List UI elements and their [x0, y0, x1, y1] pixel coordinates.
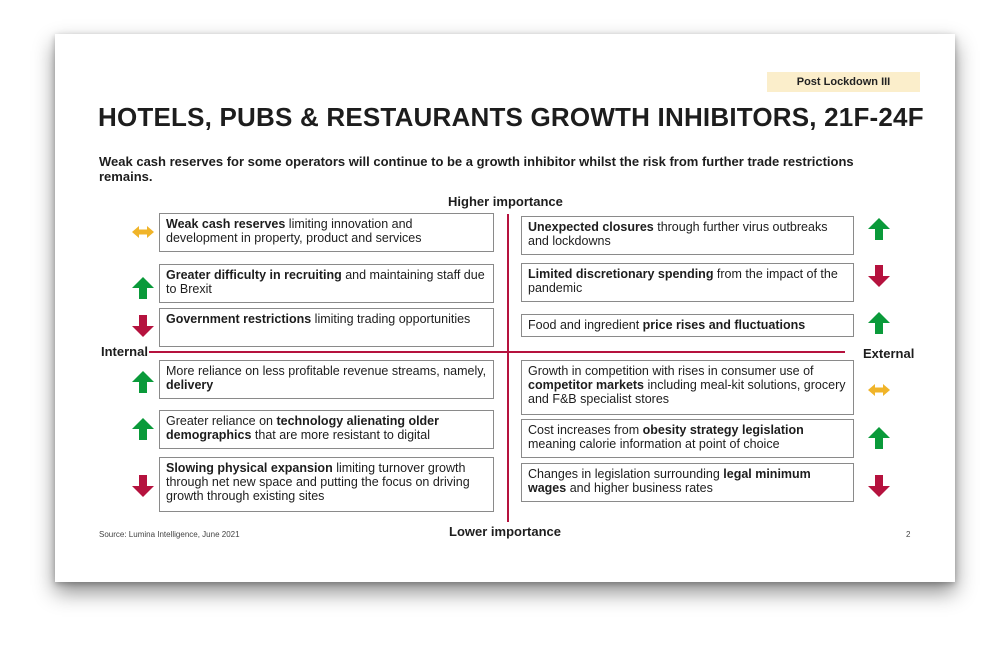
slide	[55, 34, 955, 582]
left-item-box	[159, 213, 494, 252]
vertical-axis-line	[507, 214, 509, 522]
right-item-box	[521, 360, 854, 415]
double-arrow-icon	[867, 378, 891, 402]
right-item-box	[521, 263, 854, 302]
right-item-bold: competitor markets	[528, 378, 645, 392]
left-item-box	[159, 457, 494, 512]
right-item-bold: price rises and fluctuations	[642, 318, 806, 332]
axis-label-lower: Lower importance	[449, 524, 561, 539]
right-item-bold: Unexpected closures	[528, 220, 654, 234]
left-item-bold: Slowing physical expansion	[166, 461, 333, 475]
double-arrow-icon	[131, 220, 155, 244]
left-item-text: Greater reliance on	[166, 414, 277, 428]
right-item-bold: legal minimum wages	[528, 467, 811, 495]
arrow-up-icon	[867, 217, 891, 241]
axis-label-external: External	[863, 346, 915, 361]
source-note: Source: Lumina Intelligence, June 2021	[99, 530, 240, 539]
left-item-text: limiting trading opportunities	[311, 312, 471, 326]
left-item-bold: delivery	[166, 378, 214, 392]
left-item-box	[159, 360, 494, 399]
subtitle: Weak cash reserves for some operators will continue to be a growth inhibitor whilst the risk from further trade restrictions remains.	[99, 154, 854, 184]
status-badge: Post Lockdown III	[767, 72, 920, 92]
arrow-up-icon	[131, 417, 155, 441]
right-item-text: including meal-kit solutions, grocery and F&B specialist stores	[528, 378, 846, 406]
left-item-text: limiting innovation and development in property, product and services	[166, 217, 422, 245]
left-item-bold: Government restrictions	[166, 312, 312, 326]
arrow-up-icon	[867, 426, 891, 450]
right-item-text: meaning calorie information at point of choice	[528, 437, 780, 451]
right-item-box	[521, 216, 854, 255]
right-item-text: and higher business rates	[566, 481, 713, 495]
right-item-text: from the impact of the pandemic	[528, 267, 838, 295]
left-item-bold: Greater difficulty in recruiting	[166, 268, 342, 282]
right-item-text: Food and ingredient	[528, 318, 643, 332]
left-item-box	[159, 410, 494, 449]
right-item-text: through further virus outbreaks and lockdowns	[528, 220, 828, 248]
right-item-bold: Limited discretionary spending	[528, 267, 714, 281]
arrow-down-icon	[867, 264, 891, 288]
arrow-down-icon	[867, 474, 891, 498]
arrow-up-icon	[131, 370, 155, 394]
arrow-down-icon	[131, 314, 155, 338]
right-item-bold: obesity strategy legislation	[642, 423, 804, 437]
left-item-box	[159, 264, 494, 303]
right-item-box	[521, 463, 854, 502]
axis-label-higher: Higher importance	[448, 194, 563, 209]
left-item-text: limiting turnover growth through net new space and putting the focus on driving growth through existing sites	[166, 461, 470, 503]
left-item-box	[159, 308, 494, 347]
page-number: 2	[906, 530, 911, 539]
right-item-box	[521, 314, 854, 337]
axis-label-internal: Internal	[101, 344, 148, 359]
left-item-text: and maintaining staff due to Brexit	[166, 268, 485, 296]
left-item-bold: Weak cash reserves	[166, 217, 286, 231]
left-item-bold: technology alienating older demographics	[166, 414, 440, 442]
right-item-text: Cost increases from	[528, 423, 643, 437]
right-item-text: Growth in competition with rises in consumer use of	[528, 364, 814, 378]
page-title: HOTELS, PUBS & RESTAURANTS GROWTH INHIBITORS, 21F-24F	[98, 102, 924, 132]
left-item-text: More reliance on less profitable revenue streams, namely,	[166, 364, 487, 378]
arrow-up-icon	[867, 311, 891, 335]
horizontal-axis-line	[149, 351, 845, 353]
arrow-down-icon	[131, 474, 155, 498]
left-item-text: that are more resistant to digital	[251, 428, 430, 442]
right-item-box	[521, 419, 854, 458]
right-item-text: Changes in legislation surrounding	[528, 467, 724, 481]
arrow-up-icon	[131, 276, 155, 300]
